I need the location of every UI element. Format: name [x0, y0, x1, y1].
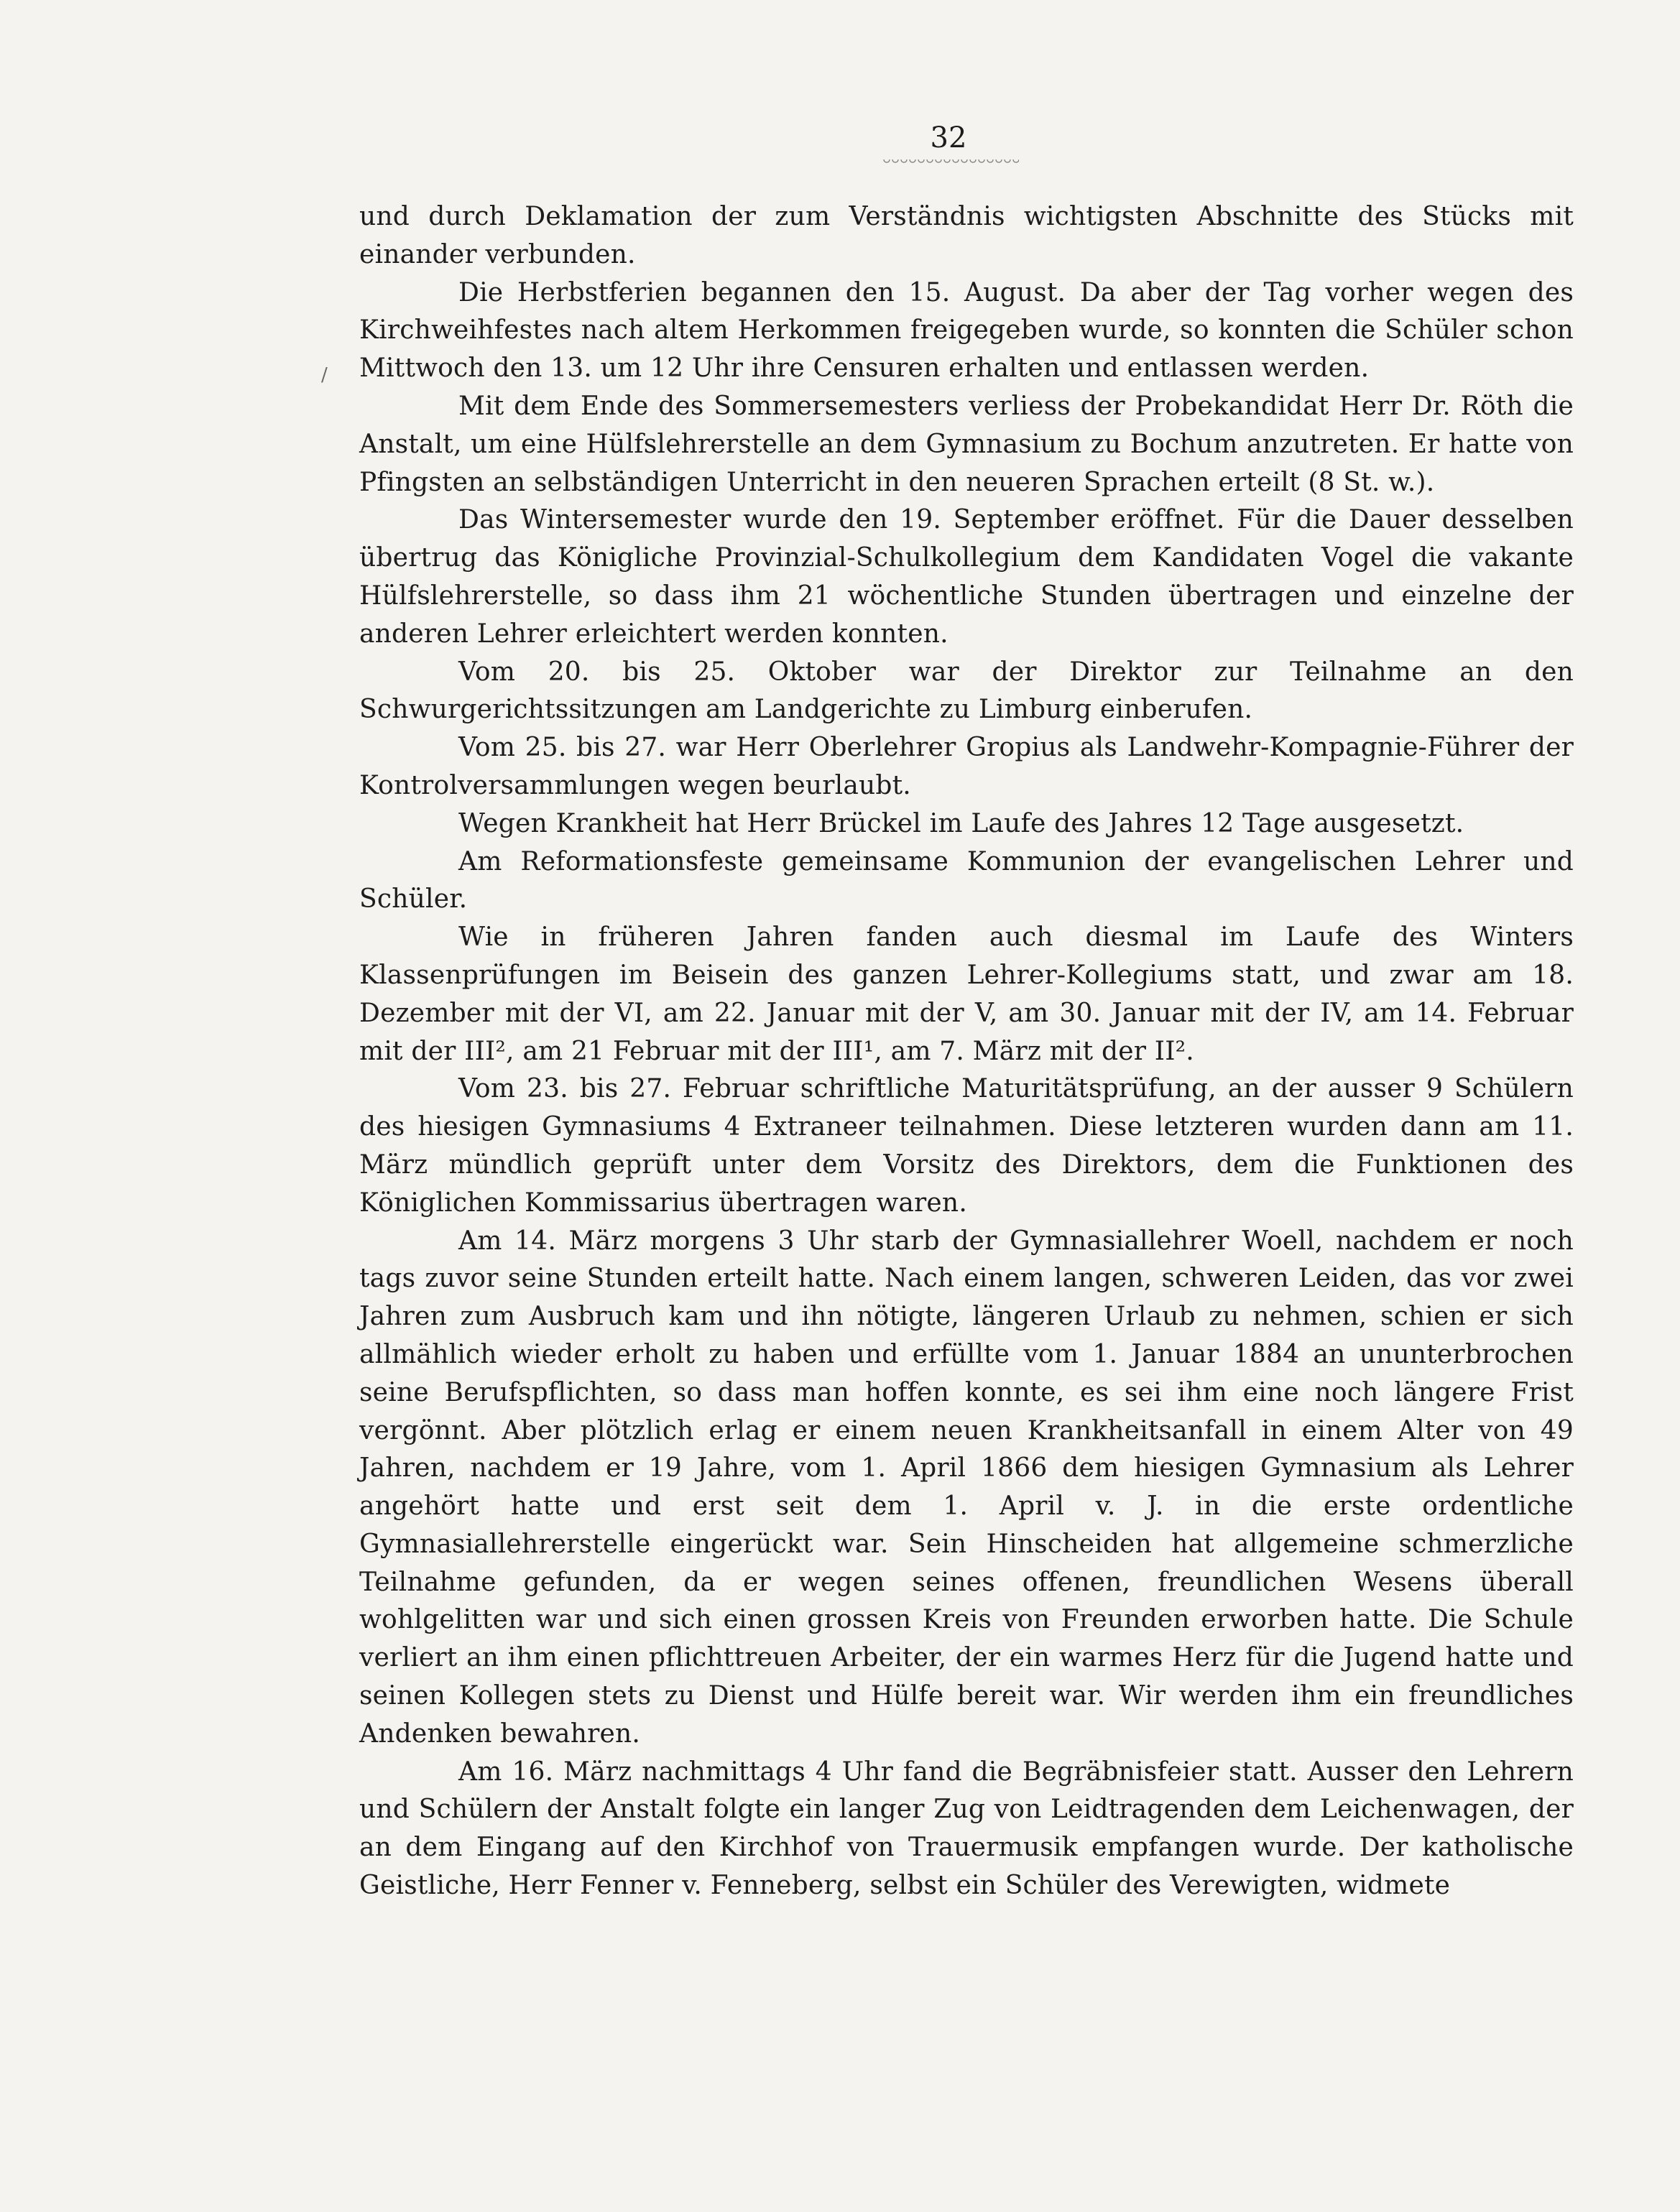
paragraph: und durch Deklamation der zum Verständnis wichtigsten Abschnitte des Stücks mit einander verbunden. [359, 202, 1574, 269]
paragraph: Am 14. März morgens 3 Uhr starb der Gymnasiallehrer Woell, nachdem er noch tags zuvor seine Stunden erteilt hatte. Nach einem langen, schweren Leiden, das vor zwei Jahren zum Ausbruch kam und ihn nötigte, längeren Urlaub zu nehmen, schien er sich allmählich wieder erholt zu haben und erfüllte vom 1. Januar 1884 an ununterbrochen seine Berufspflichten, so dass man hoffen konnte, es sei ihm eine noch längere Frist vergönnt. Aber plötzlich erlag er einem neuen Krankheitsanfall in einem Alter von 49 Jahren, nachdem er 19 Jahre, vom 1. April 1866 dem hiesigen Gymnasium als Lehrer angehört hatte und erst seit dem 1. April v. J. in die erste ordentliche Gymnasiallehrerstelle eingerückt war. Sein Hinscheiden hat allgemeine schmerzliche Teilnahme gefunden, da er wegen seines offenen, freundlichen Wesens überall wohlgelitten war und sich einen grossen Kreis von Freunden erworben hatte. Die Schule verliert an ihm einen pflichttreuen Arbeiter, der ein warmes Herz für die Jugend hatte und seinen Kollegen stets zu Dienst und Hülfe bereit war. Wir werden ihm ein freundliches Andenken bewahren. [359, 1226, 1574, 1749]
paragraph: Vom 20. bis 25. Oktober war der Direktor zur Teilnahme an den Schwurgerichtssitzungen am Landgerichte zu Limburg einberufen. [359, 657, 1574, 725]
page-number-ornament [882, 159, 1019, 164]
paragraph: Am 16. März nachmittags 4 Uhr fand die Begräbnisfeier statt. Ausser den Lehrern und Schülern der Anstalt folgte ein langer Zug von Leidtragenden dem Leichenwagen, der an dem Eingang auf den Kirchhof von Trauermusik empfangen wurde. Der katholische Geistliche, Herr Fenner v. Fenneberg, selbst ein Schüler des Verewigten, widmete [359, 1757, 1574, 1901]
margin-mark: / [321, 364, 328, 386]
body-text [359, 198, 1574, 1905]
paragraph: Die Herbstferien begannen den 15. August. Da aber der Tag vorher wegen des Kirchweihfestes nach altem Herkommen freigegeben wurde, so konnten die Schüler schon Mittwoch den 13. um 12 Uhr ihre Censuren erhalten und entlassen werden. [359, 277, 1574, 384]
paragraph: Mit dem Ende des Sommersemesters verliess der Probekandidat Herr Dr. Röth die Anstalt, um eine Hülfslehrerstelle an dem Gymnasium zu Bochum anzutreten. Er hatte von Pfingsten an selbständigen Unterricht in den neueren Sprachen erteilt (8 St. w.). [359, 391, 1574, 497]
page-number: 32 [930, 121, 967, 154]
paragraph: Am Reformationsfeste gemeinsame Kommunion der evangelischen Lehrer und Schüler. [359, 846, 1574, 915]
paragraph: Wegen Krankheit hat Herr Brückel im Laufe des Jahres 12 Tage ausgesetzt. [458, 808, 1464, 838]
paragraph: Vom 23. bis 27. Februar schriftliche Maturitätsprüfung, an der ausser 9 Schülern des hiesigen Gymnasiums 4 Extraneer teilnahmen. Diese letzteren wurden dann am 11. März mündlich geprüft unter dem Vorsitz des Direktors, dem die Funktionen des Königlichen Kommissarius übertragen waren. [359, 1074, 1574, 1218]
paragraph: Das Wintersemester wurde den 19. September eröffnet. Für die Dauer desselben übertrug das Königliche Provinzial-Schulkollegium dem Kandidaten Vogel die vakante Hülfslehrerstelle, so dass ihm 21 wöchentliche Stunden übertragen und einzelne der anderen Lehrer erleichtert werden konnten. [359, 505, 1574, 649]
paragraph: Vom 25. bis 27. war Herr Oberlehrer Gropius als Landwehr-Kompagnie-Führer der Kontrolversammlungen wegen beurlaubt. [359, 733, 1574, 800]
paragraph: Wie in früheren Jahren fanden auch diesmal im Laufe des Winters Klassenprüfungen im Beisein des ganzen Lehrer-Kollegiums statt, und zwar am 18. Dezember mit der VI, am 22. Januar mit der V, am 30. Januar mit der IV, am 14. Februar mit der III², am 21 Februar mit der III¹, am 7. März mit der II². [359, 922, 1574, 1066]
